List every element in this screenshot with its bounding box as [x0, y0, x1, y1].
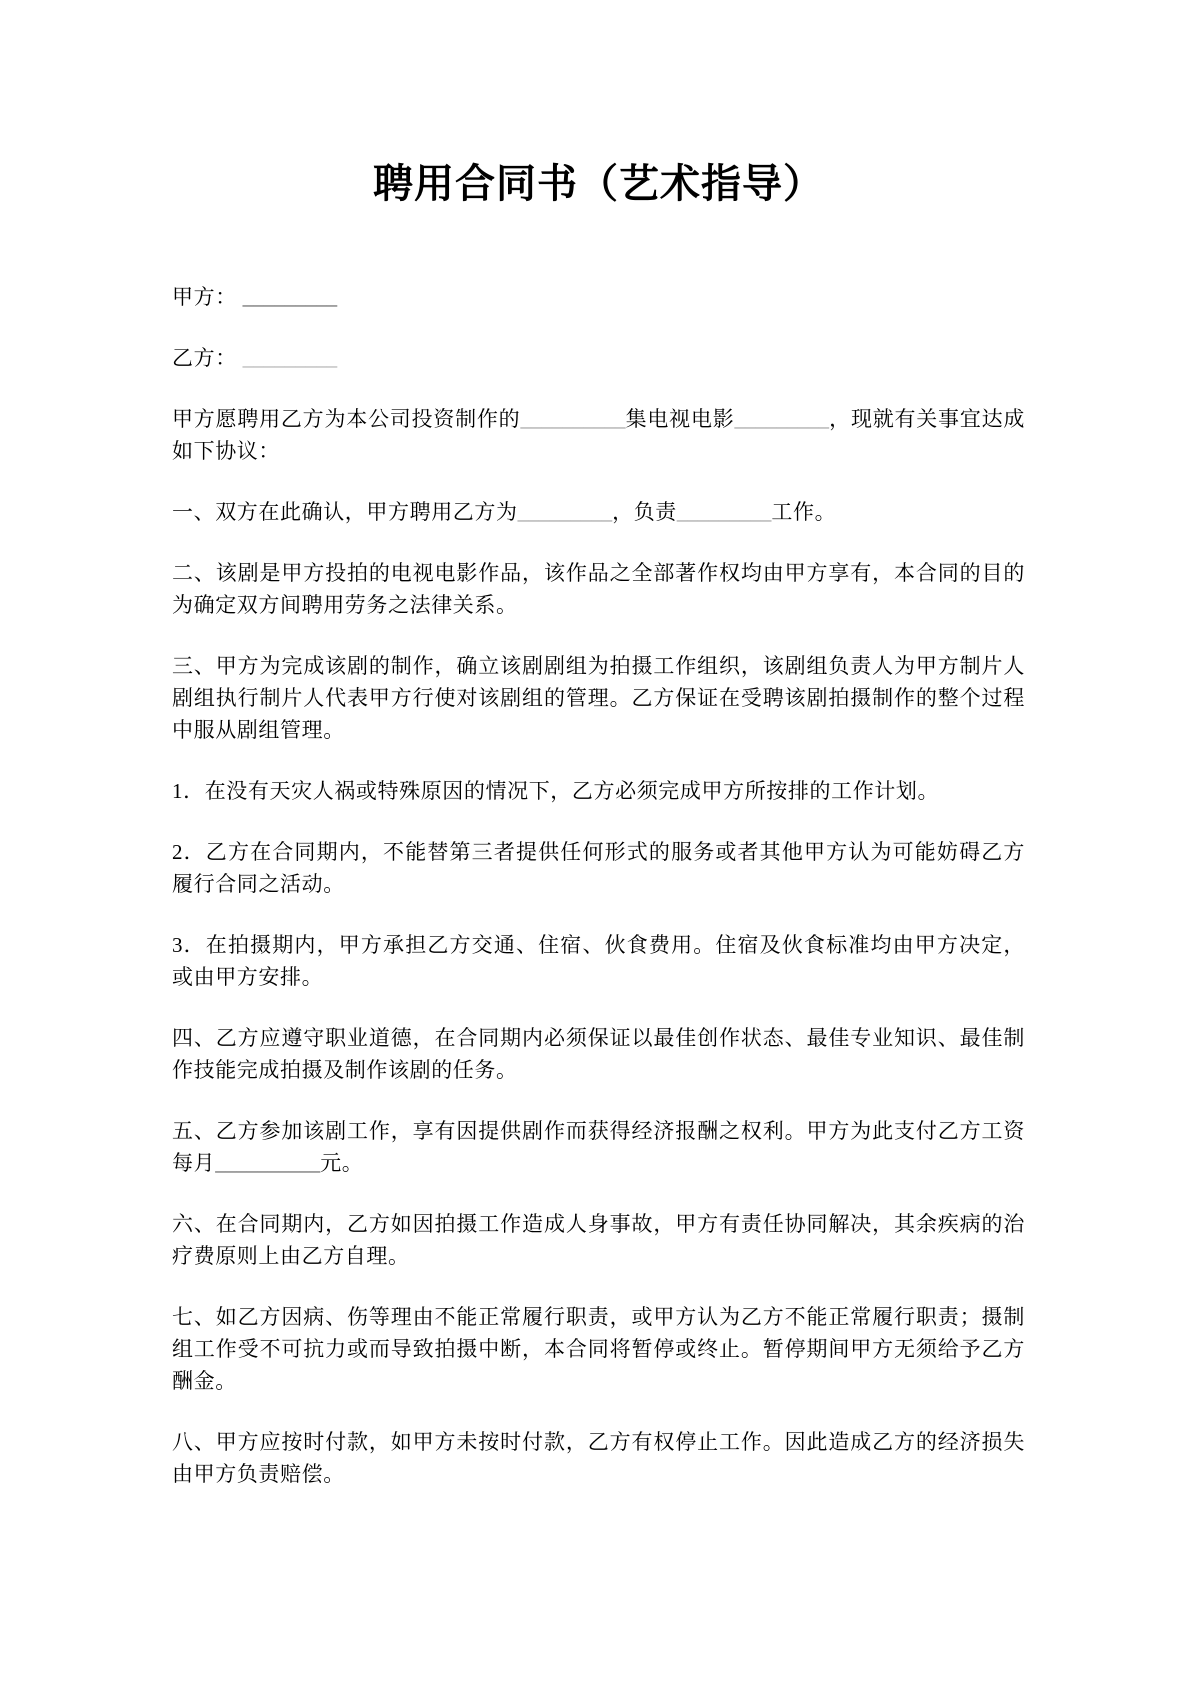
intro-blank-title: _________ [734, 407, 829, 431]
party-a-blank: _________ [242, 285, 338, 309]
party-a-line [172, 281, 1025, 313]
clause-5-text-pre: 五、乙方参加该剧工作，享有因提供剧作而获得经济报酬之权利。甲方为此支付乙方工资每月 [172, 1119, 1025, 1175]
clause-7: 七、如乙方因病、伤等理由不能正常履行职责，或甲方认为乙方不能正常履行职责；摄制组工作受不可抗力或而导致拍摄中断，本合同将暂停或终止。暂停期间甲方无须给予乙方酬金。 [172, 1305, 1025, 1393]
clause-2: 二、该剧是甲方投拍的电视电影作品，该作品之全部著作权均由甲方享有，本合同的目的为确定双方间聘用劳务之法律关系。 [172, 561, 1025, 617]
clause-3-item-1: 1．在没有天灾人祸或特殊原因的情况下，乙方必须完成甲方所按排的工作计划。 [172, 779, 940, 803]
party-b-label: 乙方： [172, 346, 237, 370]
clause-8: 八、甲方应按时付款，如甲方未按时付款，乙方有权停止工作。因此造成乙方的经济损失由甲方负责赔偿。 [172, 1430, 1025, 1486]
party-b-blank: _________ [242, 346, 338, 370]
clause-4: 四、乙方应遵守职业道德，在合同期内必须保证以最佳创作状态、最佳专业知识、最佳制作技能完成拍摄及制作该剧的任务。 [172, 1026, 1025, 1082]
clause-1-blank-position: _________ [517, 500, 613, 524]
intro-blank-episodes: __________ [520, 407, 626, 431]
clause-5 [172, 1115, 1025, 1179]
party-a-label: 甲方： [172, 285, 237, 309]
intro-text-post: ，现就有关事宜达成如下协议： [172, 407, 1025, 463]
clause-1-text-mid: ，负责 [612, 500, 677, 524]
clause-1-text-post: 工作。 [771, 500, 837, 524]
intro-paragraph [172, 403, 1025, 467]
contract-title: 聘用合同书（艺术指导） [373, 161, 824, 206]
intro-text-mid: 集电视电影 [625, 407, 735, 431]
clause-5-text-post: 元。 [320, 1151, 364, 1175]
clause-3: 三、甲方为完成该剧的制作，确立该剧剧组为拍摄工作组织，该剧组负责人为甲方制片人剧组执行制片人代表甲方行使对该剧组的管理。乙方保证在受聘该剧拍摄制作的整个过程中服从剧组管理。 [172, 654, 1025, 742]
clause-5-blank-salary: __________ [215, 1151, 321, 1175]
clause-1-text-pre: 一、双方在此确认，甲方聘用乙方为 [172, 500, 518, 524]
clause-1-blank-duty: _________ [676, 500, 772, 524]
party-b-line [172, 342, 1025, 374]
clause-3-item-3: 3．在拍摄期内，甲方承担乙方交通、住宿、伙食费用。住宿及伙食标准均由甲方决定，或由甲方安排。 [172, 933, 1025, 989]
intro-text-pre: 甲方愿聘用乙方为本公司投资制作的 [172, 407, 521, 431]
clause-6: 六、在合同期内，乙方如因拍摄工作造成人身事故，甲方有责任协同解决，其余疾病的治疗费原则上由乙方自理。 [172, 1212, 1025, 1268]
clause-1 [172, 496, 1025, 528]
clause-3-item-2: 2．乙方在合同期内，不能替第三者提供任何形式的服务或者其他甲方认为可能妨碍乙方履行合同之活动。 [172, 840, 1025, 896]
contract-content [172, 0, 1025, 1490]
